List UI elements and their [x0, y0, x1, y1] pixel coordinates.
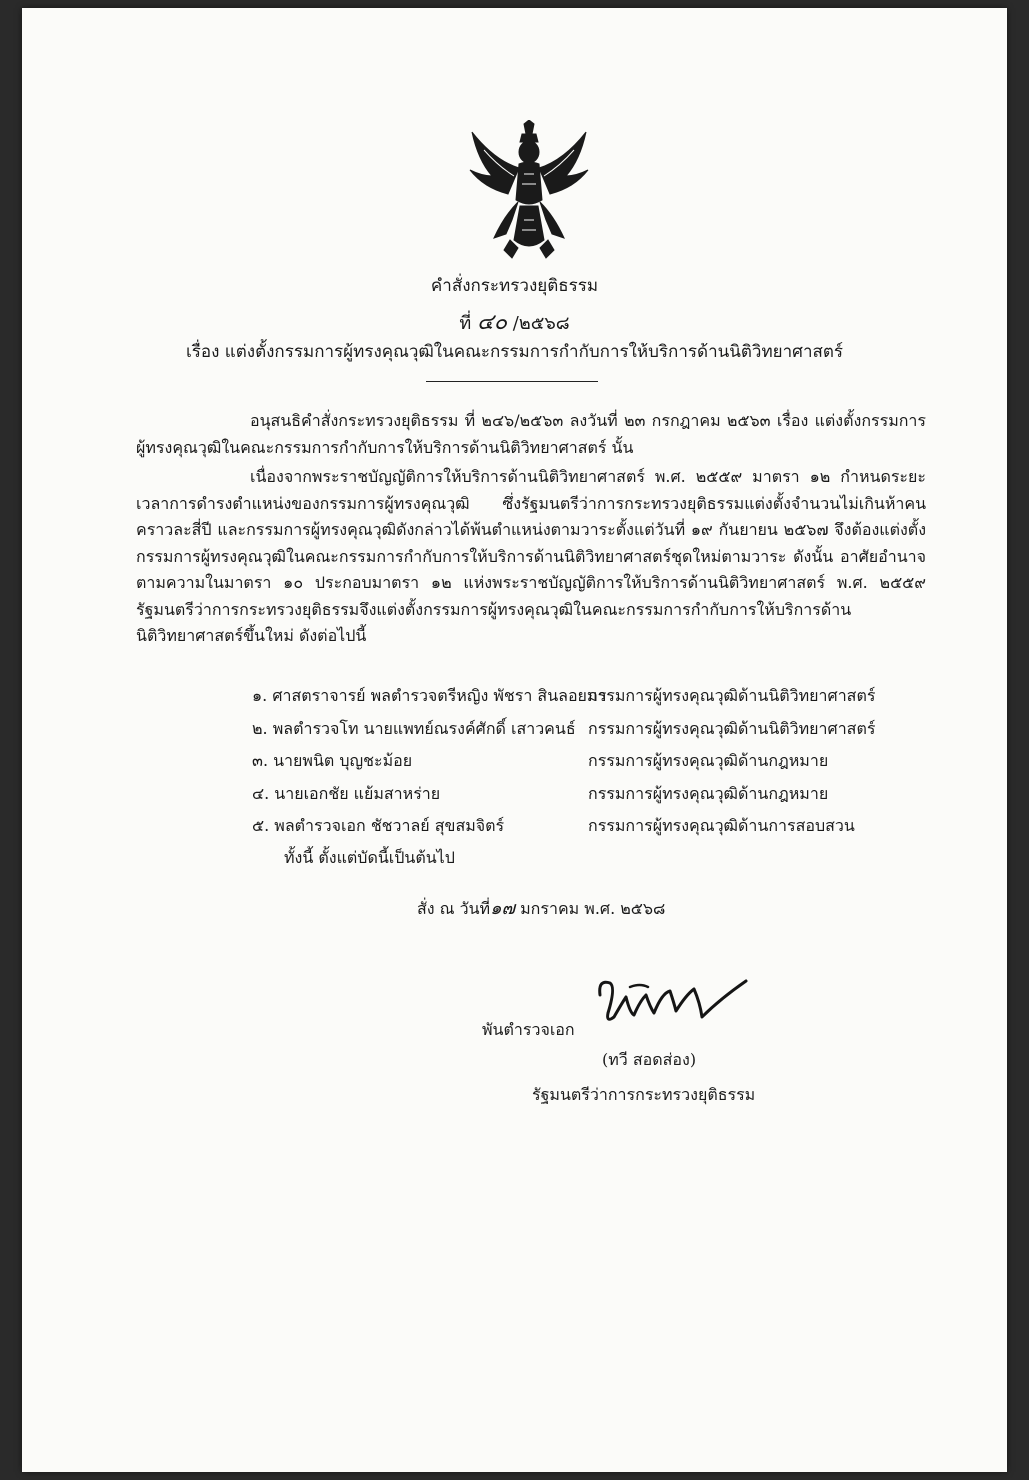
signer-name: (ทวี สอดส่อง)	[602, 1050, 697, 1069]
member-name: ๔. นายเอกชัย แย้มสาหร่าย	[252, 783, 441, 803]
list-item	[252, 749, 932, 782]
list-item	[252, 684, 932, 717]
divider	[426, 381, 598, 382]
member-name: ๕. พลตำรวจเอก ชัชวาลย์ สุขสมจิตร์	[252, 816, 505, 835]
member-role: กรรมการผู้ทรงคุณวุฒิด้านกฎหมาย	[588, 751, 829, 770]
order-number-prefix: ที่	[459, 313, 472, 334]
order-date	[417, 893, 665, 922]
closing-statement: ทั้งนี้ ตั้งแต่บัดนี้เป็นต้นไป	[284, 848, 455, 867]
list-item	[252, 717, 932, 750]
order-number-handwritten: ๔๐	[476, 310, 508, 335]
order-number	[22, 304, 1007, 339]
list-item	[252, 782, 932, 815]
member-name: ๓. นายพนิต บุญชะม้อย	[252, 751, 413, 770]
signature-icon	[590, 973, 750, 1033]
paragraph-2	[136, 464, 926, 650]
paragraph-2-text: เนื่องจากพระราชบัญญัติการให้บริการด้านนิติวิทยาศาสตร์ พ.ศ. ๒๕๕๙ มาตรา ๑๒ กำหนดระยะเวลาการดำรงตำแหน่งของกรรมการผู้ทรงคุณวุฒิ ซึ่งรัฐมนตรีว่าการกระทรวงยุติธรรมแต่งตั้งจำนวนไม่เกินห้าคน คราวละสี่ปี และกรรมการผู้ทรงคุณวุฒิดังกล่าวได้พ้นตำแหน่งตามวาระตั้งแต่วันที่ ๑๙ กันยายน ๒๕๖๗ จึงต้องแต่งตั้งกรรมการผู้ทรงคุณวุฒิในคณะกรรมการกำกับการให้บริการด้านนิติวิทยาศาสตร์ชุดใหม่ตามวาระ ดังนั้น อาศัยอำนาจตามความในมาตรา ๑๐ ประกอบมาตรา ๑๒ แห่งพระราชบัญญัติการให้บริการด้านนิติวิทยาศาสตร์ พ.ศ. ๒๕๕๙ รัฐมนตรีว่าการกระทรวงยุติธรรมจึงแต่งตั้งกรรมการผู้ทรงคุณวุฒิในคณะกรรมการกำกับการให้บริการด้านนิติวิทยาศาสตร์ขึ้นใหม่ ดังต่อไปนี้	[136, 467, 926, 645]
date-day-handwritten: ๑๗	[490, 898, 516, 919]
paragraph-1	[136, 408, 926, 461]
order-number-year: /๒๕๖๘	[512, 313, 570, 334]
member-role: กรรมการผู้ทรงคุณวุฒิด้านการสอบสวน	[588, 816, 855, 835]
order-subject: เรื่อง แต่งตั้งกรรมการผู้ทรงคุณวุฒิในคณะกรรมการกำกับการให้บริการด้านนิติวิทยาศาสตร์	[185, 342, 844, 362]
document-page	[22, 8, 1007, 1472]
paragraph-1-text: อนุสนธิคำสั่งกระทรวงยุติธรรม ที่ ๒๔๖/๒๕๖๓ ลงวันที่ ๒๓ กรกฎาคม ๒๕๖๓ เรื่อง แต่งตั้งกรรมการผู้ทรงคุณวุฒิในคณะกรรมการกำกับการให้บริการด้านนิติวิทยาศาสตร์ นั้น	[136, 411, 926, 457]
date-prefix: สั่ง ณ วันที่	[417, 899, 491, 918]
list-item	[252, 814, 932, 847]
member-role: กรรมการผู้ทรงคุณวุฒิด้านนิติวิทยาศาสตร์	[588, 718, 876, 738]
member-list	[252, 684, 932, 847]
member-role: กรรมการผู้ทรงคุณวุฒิด้านนิติวิทยาศาสตร์	[588, 686, 876, 705]
member-role: กรรมการผู้ทรงคุณวุฒิด้านกฎหมาย	[588, 783, 829, 803]
order-title: คำสั่งกระทรวงยุติธรรม	[430, 276, 599, 296]
date-rest: มกราคม พ.ศ. ๒๕๖๘	[520, 899, 666, 918]
signer-rank: พันตำรวจเอก	[482, 1020, 575, 1039]
garuda-emblem-icon	[464, 120, 594, 260]
member-name: ๑. ศาสตราจารย์ พลตำรวจตรีหญิง พัชรา สินลอยมา	[252, 686, 607, 705]
signer-position: รัฐมนตรีว่าการกระทรวงยุติธรรม	[532, 1085, 756, 1104]
member-name: ๒. พลตำรวจโท นายแพทย์ณรงค์ศักดิ์ เสาวคนธ์	[252, 718, 576, 738]
